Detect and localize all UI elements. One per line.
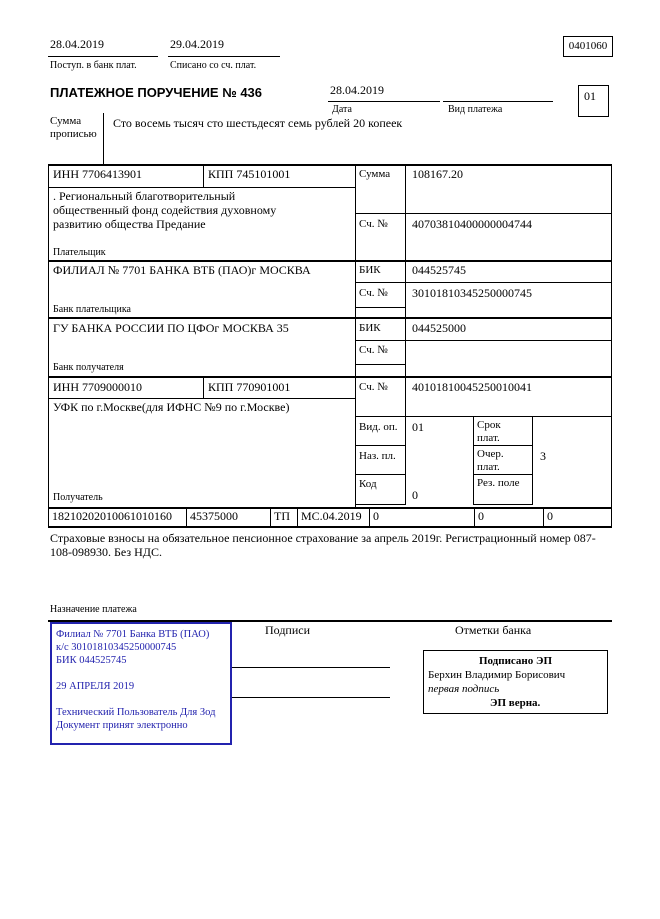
- payer-bank-name: ФИЛИАЛ № 7701 БАНКА ВТБ (ПАО)г МОСКВА: [53, 263, 311, 277]
- grid-line: [355, 445, 406, 446]
- form-code: 0401060: [568, 40, 608, 52]
- date-label: Дата: [332, 104, 352, 115]
- grid-line: [48, 398, 355, 399]
- signature-line: [232, 697, 390, 698]
- priority-value: 3: [540, 449, 546, 463]
- stamp-line: Филиал № 7701 Банка ВТБ (ПАО): [56, 629, 210, 640]
- underline: [443, 101, 553, 102]
- grid-line: [355, 416, 612, 417]
- grid-line: [473, 474, 533, 475]
- underline: [48, 56, 158, 57]
- stamp-line: БИК 044525745: [56, 655, 127, 666]
- purpose-label: Назначение платежа: [50, 604, 137, 615]
- form-code-box: [563, 36, 613, 57]
- grid-line: [355, 307, 406, 308]
- underline: [168, 56, 280, 57]
- grid-line: [355, 340, 612, 341]
- grid-line: [473, 445, 533, 446]
- payer-bank-bik-label: БИК: [359, 264, 381, 276]
- grid-line: [186, 507, 187, 527]
- signature-verified: ЭП верна.: [490, 697, 541, 709]
- amount-words-label: Сумма прописью: [50, 115, 97, 140]
- reserve-label: Рез. поле: [477, 477, 520, 489]
- payment-kind-label: Вид платежа: [448, 104, 503, 115]
- sum-label: Сумма: [359, 168, 391, 180]
- received-in-bank-date: 28.04.2019: [50, 37, 104, 51]
- payee-bank-section-label: Банк получателя: [53, 362, 124, 373]
- priority-label-2: плат.: [477, 461, 500, 473]
- grid-line: [103, 113, 104, 164]
- oktmo-code: 45375000: [190, 509, 238, 523]
- payee-section-label: Получатель: [53, 492, 103, 503]
- grid-line: [48, 317, 612, 319]
- stamp-line: [56, 667, 227, 680]
- bank-stamp: [50, 622, 232, 745]
- grid-line: [48, 164, 612, 166]
- tax-doc-date: 0: [478, 509, 484, 523]
- op-type-value: 01: [412, 420, 424, 434]
- payer-name: . Региональный благотворительный общественный фонд содействия духовному развитию общества Предание: [53, 189, 277, 231]
- debited-label: Списано со сч. плат.: [170, 60, 257, 71]
- grid-line: [48, 187, 355, 188]
- purpose-text: Страховые взносы на обязательное пенсионное страхование за апрель 2019г. Регистрационный номер 087-108-098930. Без НДС.: [50, 531, 596, 559]
- stamp-line: 29 АПРЕЛЯ 2019: [56, 681, 135, 692]
- grid-line: [369, 507, 370, 527]
- payee-bank-bik: 044525000: [412, 321, 466, 335]
- payee-bank-name: ГУ БАНКА РОССИИ ПО ЦФОг МОСКВА 35: [53, 321, 289, 335]
- payer-bank-account: 30101810345250000745: [412, 286, 532, 300]
- stamp-line: Технический Пользователь Для Зод: [56, 707, 216, 718]
- purpose-code-label: Наз. пл.: [359, 450, 396, 462]
- grid-line: [48, 260, 612, 262]
- signer-name: Берхин Владимир Борисович: [428, 669, 566, 681]
- bank-marks-label: Отметки банка: [455, 623, 532, 637]
- payer-bank-bik: 044525745: [412, 263, 466, 277]
- grid-line: [473, 416, 474, 504]
- grid-line: [48, 376, 612, 378]
- payer-account: 40703810400000004744: [412, 217, 532, 231]
- kbk-code: 18210202010061010160: [52, 509, 172, 523]
- stamp-line: к/с 30101810345250000745: [56, 642, 177, 653]
- payer-inn: ИНН 7706413901: [53, 167, 142, 181]
- grid-line: [270, 507, 271, 527]
- received-in-bank-label: Поступ. в банк плат.: [50, 60, 137, 71]
- signed-ep-title: Подписано ЭП: [478, 655, 553, 667]
- grid-line: [297, 507, 298, 527]
- op-type-label: Вид. оп.: [359, 421, 398, 433]
- payer-kpp: КПП 745101001: [208, 167, 291, 181]
- payer-section-label: Плательщик: [53, 247, 106, 258]
- status-code-box: [578, 85, 609, 117]
- grid-line: [48, 526, 612, 528]
- term-label-1: Срок: [477, 419, 501, 431]
- signature-line: [232, 667, 390, 668]
- payee-account: 40101810045250010041: [412, 380, 532, 394]
- grid-line: [473, 504, 533, 505]
- underline: [328, 101, 440, 102]
- grid-line: [405, 164, 406, 504]
- grid-line: [355, 213, 612, 214]
- term-label-2: плат.: [477, 432, 500, 444]
- status-code: 01: [584, 89, 596, 103]
- code-value: 0: [412, 488, 418, 502]
- stamp-line: Документ принят электронно: [56, 720, 188, 731]
- document-date: 28.04.2019: [330, 83, 384, 97]
- grid-line: [203, 164, 204, 187]
- payee-kpp: КПП 770901001: [208, 380, 291, 394]
- grid-line: [474, 507, 475, 527]
- document-title: ПЛАТЕЖНОЕ ПОРУЧЕНИЕ № 436: [50, 85, 263, 100]
- grid-line: [48, 164, 49, 527]
- amount-words-value: Сто восемь тысяч сто шестьдесят семь рублей 20 копеек: [113, 116, 403, 130]
- debited-date: 29.04.2019: [170, 37, 224, 51]
- grid-line: [355, 282, 612, 283]
- grid-line: [355, 474, 406, 475]
- payer-account-label: Сч. №: [359, 218, 388, 230]
- payer-bank-account-label: Сч. №: [359, 287, 388, 299]
- payer-bank-section-label: Банк плательщика: [53, 304, 131, 315]
- payee-bank-bik-label: БИК: [359, 322, 381, 334]
- grid-line: [543, 507, 544, 527]
- tax-period: МС.04.2019: [301, 509, 362, 523]
- grid-line: [355, 364, 406, 365]
- payee-name: УФК по г.Москве(для ИФНС №9 по г.Москве): [53, 400, 290, 414]
- signatures-label: Подписи: [265, 623, 311, 637]
- grid-line: [355, 504, 406, 505]
- payee-bank-account-label: Сч. №: [359, 344, 388, 356]
- payee-inn: ИНН 7709000010: [53, 380, 142, 394]
- tax-doc-number: 0: [373, 509, 379, 523]
- sum-value: 108167.20: [412, 167, 463, 181]
- signature-kind: первая подпись: [428, 683, 500, 695]
- grid-line: [532, 416, 533, 504]
- priority-label-1: Очер.: [477, 448, 504, 460]
- grid-line: [355, 164, 356, 507]
- electronic-signature-box: [423, 650, 608, 714]
- payment-basis: ТП: [274, 509, 290, 523]
- grid-line: [203, 378, 204, 398]
- tax-payment-type: 0: [547, 509, 553, 523]
- grid-line: [611, 164, 612, 527]
- code-label: Код: [359, 478, 377, 490]
- stamp-line: [56, 693, 227, 706]
- payee-account-label: Сч. №: [359, 381, 388, 393]
